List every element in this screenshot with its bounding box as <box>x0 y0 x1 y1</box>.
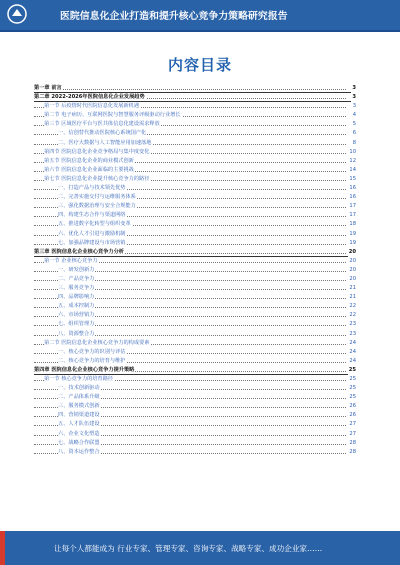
toc-entry-title: 六、市场营销力 <box>58 312 95 319</box>
toc-entry-title: 三、服务模式创新 <box>58 403 100 410</box>
toc-entry-title: 八、资源整合力 <box>58 330 95 337</box>
toc-entry-page: 26 <box>348 411 356 420</box>
toc-entry-page: 24 <box>348 357 356 366</box>
toc-entry[interactable] <box>34 411 356 420</box>
toc-entry-title: 三、强化数据治理与安全合规能力 <box>58 203 136 210</box>
toc-entry[interactable] <box>34 220 356 229</box>
toc-entry[interactable] <box>34 111 356 120</box>
toc-entry-page: 10 <box>348 148 356 157</box>
toc-entry[interactable] <box>34 284 356 293</box>
toc-entry[interactable] <box>34 275 356 284</box>
toc-entry[interactable] <box>34 420 356 429</box>
toc-entry-title: 八、资本运作整合 <box>58 448 100 455</box>
toc-entry-page: 3 <box>351 93 356 102</box>
toc-entry-title: 二、完善实施交付与运维服务体系 <box>58 194 136 201</box>
toc-entry-title: 四、品牌影响力 <box>58 294 95 301</box>
toc-entry-title: 一、研发创新力 <box>58 266 95 273</box>
toc-entry[interactable] <box>34 157 356 166</box>
toc-entry[interactable] <box>34 248 356 257</box>
toc-entry-title: 第三节 区域医疗平台与医共体信息化建设需求释放 <box>44 121 160 128</box>
toc-entry[interactable] <box>34 302 356 311</box>
toc-entry-page: 28 <box>348 448 356 457</box>
toc-entry-page: 20 <box>348 248 356 257</box>
toc-entry[interactable] <box>34 375 356 384</box>
toc-entry[interactable] <box>34 211 356 220</box>
toc-entry[interactable] <box>34 129 356 138</box>
toc-entry-title: 二、产品体系升级 <box>58 394 100 401</box>
toc-entry[interactable] <box>34 239 356 248</box>
toc-entry-page: 24 <box>348 339 356 348</box>
toc-entry-title: 六、企业文化塑造 <box>58 430 100 437</box>
toc-entry-title: 四、构建生态合作与渠道网络 <box>58 212 126 219</box>
toc-entry-title: 二、产品竞争力 <box>58 275 95 282</box>
toc-entry-title: 三、服务竞争力 <box>58 285 95 292</box>
toc-entry[interactable] <box>34 102 356 111</box>
toc-entry[interactable] <box>34 366 356 375</box>
toc-entry-title: 第二节 医院信息化企业核心竞争力的构成要素 <box>44 339 150 346</box>
toc-entry-page: 22 <box>348 311 356 320</box>
toc-entry-title: 二、核心竞争力的培育与维护 <box>58 357 126 364</box>
toc-entry[interactable] <box>34 257 356 266</box>
toc-entry[interactable] <box>34 439 356 448</box>
leader-dots <box>34 89 346 90</box>
toc-entry-page: 18 <box>348 220 356 229</box>
toc-entry-page: 23 <box>348 320 356 329</box>
toc-entry-page: 27 <box>348 420 356 429</box>
toc-entry-title: 五、成本控制力 <box>58 303 95 310</box>
report-title: 医院信息化企业打造和提升核心竞争力策略研究报告 <box>60 11 288 22</box>
toc-entry[interactable] <box>34 139 356 148</box>
toc-entry[interactable] <box>34 402 356 411</box>
toc-entry[interactable] <box>34 320 356 329</box>
toc-entry-page: 25 <box>348 384 356 393</box>
toc-entry-page: 28 <box>348 439 356 448</box>
toc-entry-title: 第一节 企业核心竞争力 <box>44 257 98 264</box>
toc-entry[interactable] <box>34 330 356 339</box>
toc-entry-title: 第四章 医院信息化企业核心竞争力提升策略 <box>34 366 135 373</box>
toc-entry[interactable] <box>34 120 356 129</box>
toc-entry-title: 第五节 医院信息化企业的商业模式创新 <box>44 157 134 164</box>
toc-entry-page: 20 <box>348 266 356 275</box>
toc-entry-title: 一、打造产品与技术领先优势 <box>58 185 126 192</box>
toc-entry[interactable] <box>34 230 356 239</box>
toc-entry-title: 五、推进数字化转型与组织变革 <box>58 221 131 228</box>
toc-entry[interactable] <box>34 266 356 275</box>
toc-entry[interactable] <box>34 448 356 457</box>
toc-entry-page: 16 <box>348 193 356 202</box>
toc-entry-page: 21 <box>348 293 356 302</box>
toc-entry-page: 22 <box>348 302 356 311</box>
toc-entry-title: 七、战略合作联盟 <box>58 439 100 446</box>
toc-entry[interactable] <box>34 166 356 175</box>
toc-entry-page: 20 <box>348 257 356 266</box>
toc-entry-title: 第一节 后疫情时代医院信息化发展新机遇 <box>44 103 140 110</box>
toc-entry-page: 14 <box>348 166 356 175</box>
toc-entry-title: 第四节 医院信息化企业竞争格局与集中度变化 <box>44 148 150 155</box>
toc-entry[interactable] <box>34 393 356 402</box>
toc-entry-page: 4 <box>352 111 356 120</box>
footer-bar <box>0 531 400 565</box>
toc-entry-title: 第一章 前言 <box>34 85 62 91</box>
toc-entry-page: 23 <box>348 330 356 339</box>
toc-entry-page: 20 <box>348 275 356 284</box>
toc-entry[interactable] <box>34 311 356 320</box>
toc-entry[interactable] <box>34 384 356 393</box>
logo-icon <box>6 3 28 25</box>
toc-entry-page: 24 <box>348 348 356 357</box>
toc-entry-title: 第一节 核心竞争力的培育路径 <box>44 376 114 382</box>
toc-entry-title: 一、核心竞争力的识别与评估 <box>58 348 126 355</box>
toc-entry-title: 七、组织管理力 <box>58 321 95 328</box>
footer-slogan: 让每个人都能成为 行业专家、管理专家、咨询专家、战略专家、成功企业家…… <box>54 544 323 553</box>
toc-entry[interactable] <box>34 348 356 357</box>
toc-entry-title: 六、优化人才引进与激励机制 <box>58 230 126 237</box>
toc-entry-page: 15 <box>348 175 356 184</box>
toc-entry-title: 四、营销渠道建设 <box>58 412 100 419</box>
toc-entry-title: 七、加强品牌建设与市场营销 <box>58 239 126 246</box>
toc-entry-page: 27 <box>348 430 356 439</box>
toc-entry-page: 3 <box>351 84 356 93</box>
toc-entry-page: 6 <box>352 129 356 138</box>
toc-entry-page: 8 <box>352 139 356 148</box>
toc-entry-title: 第二章 2022-2026年医院信息化企业发展趋势 <box>34 94 145 101</box>
header-bar <box>0 0 400 32</box>
toc-entry[interactable] <box>34 202 356 211</box>
toc-entry-title: 一、信创替代推动医院核心系统国产化 <box>58 130 147 137</box>
toc-entry-title: 一、技术创新驱动 <box>58 385 100 392</box>
toc-entry-page: 5 <box>352 120 356 129</box>
page-title: 内容目录 <box>167 56 232 74</box>
toc-entry[interactable] <box>34 293 356 302</box>
toc-entry-page: 19 <box>348 230 356 239</box>
toc-entry[interactable] <box>34 430 356 439</box>
toc-entry[interactable] <box>34 148 356 157</box>
toc-entry-page: 21 <box>348 284 356 293</box>
toc-entry[interactable] <box>34 93 356 102</box>
toc-entry[interactable] <box>34 175 356 184</box>
toc-entry[interactable] <box>34 193 356 202</box>
toc-entry-title: 第七节 医院信息化企业提升核心竞争力的路径 <box>44 175 150 182</box>
toc-entry-title: 二、医疗大数据与人工智能应用加速落地 <box>58 139 152 146</box>
toc-entry-page: 25 <box>348 375 356 384</box>
toc-entry-page: 3 <box>352 102 356 111</box>
toc-entry-title: 第六节 医院信息化企业面临的主要挑战 <box>44 166 134 173</box>
toc-entry-page: 19 <box>348 239 356 248</box>
table-of-contents <box>34 84 356 457</box>
toc-entry[interactable] <box>34 357 356 366</box>
toc-entry[interactable] <box>34 339 356 348</box>
toc-entry-page: 17 <box>348 211 356 220</box>
toc-entry[interactable] <box>34 84 356 93</box>
toc-entry-page: 16 <box>348 184 356 193</box>
toc-entry[interactable] <box>34 184 356 193</box>
toc-entry-title: 五、人才队伍建设 <box>58 421 100 428</box>
toc-entry-page: 12 <box>348 157 356 166</box>
toc-entry-page: 25 <box>348 393 356 402</box>
footer-accent-line <box>0 531 5 565</box>
toc-entry-page: 17 <box>348 202 356 211</box>
toc-entry-title: 第三章 医院信息化企业核心竞争力分析 <box>34 248 124 255</box>
toc-entry-page: 25 <box>348 366 356 375</box>
toc-entry-title: 第二节 电子病历、互联网医院与智慧服务评级驱动行业增长 <box>44 112 181 119</box>
toc-entry-page: 26 <box>348 402 356 411</box>
